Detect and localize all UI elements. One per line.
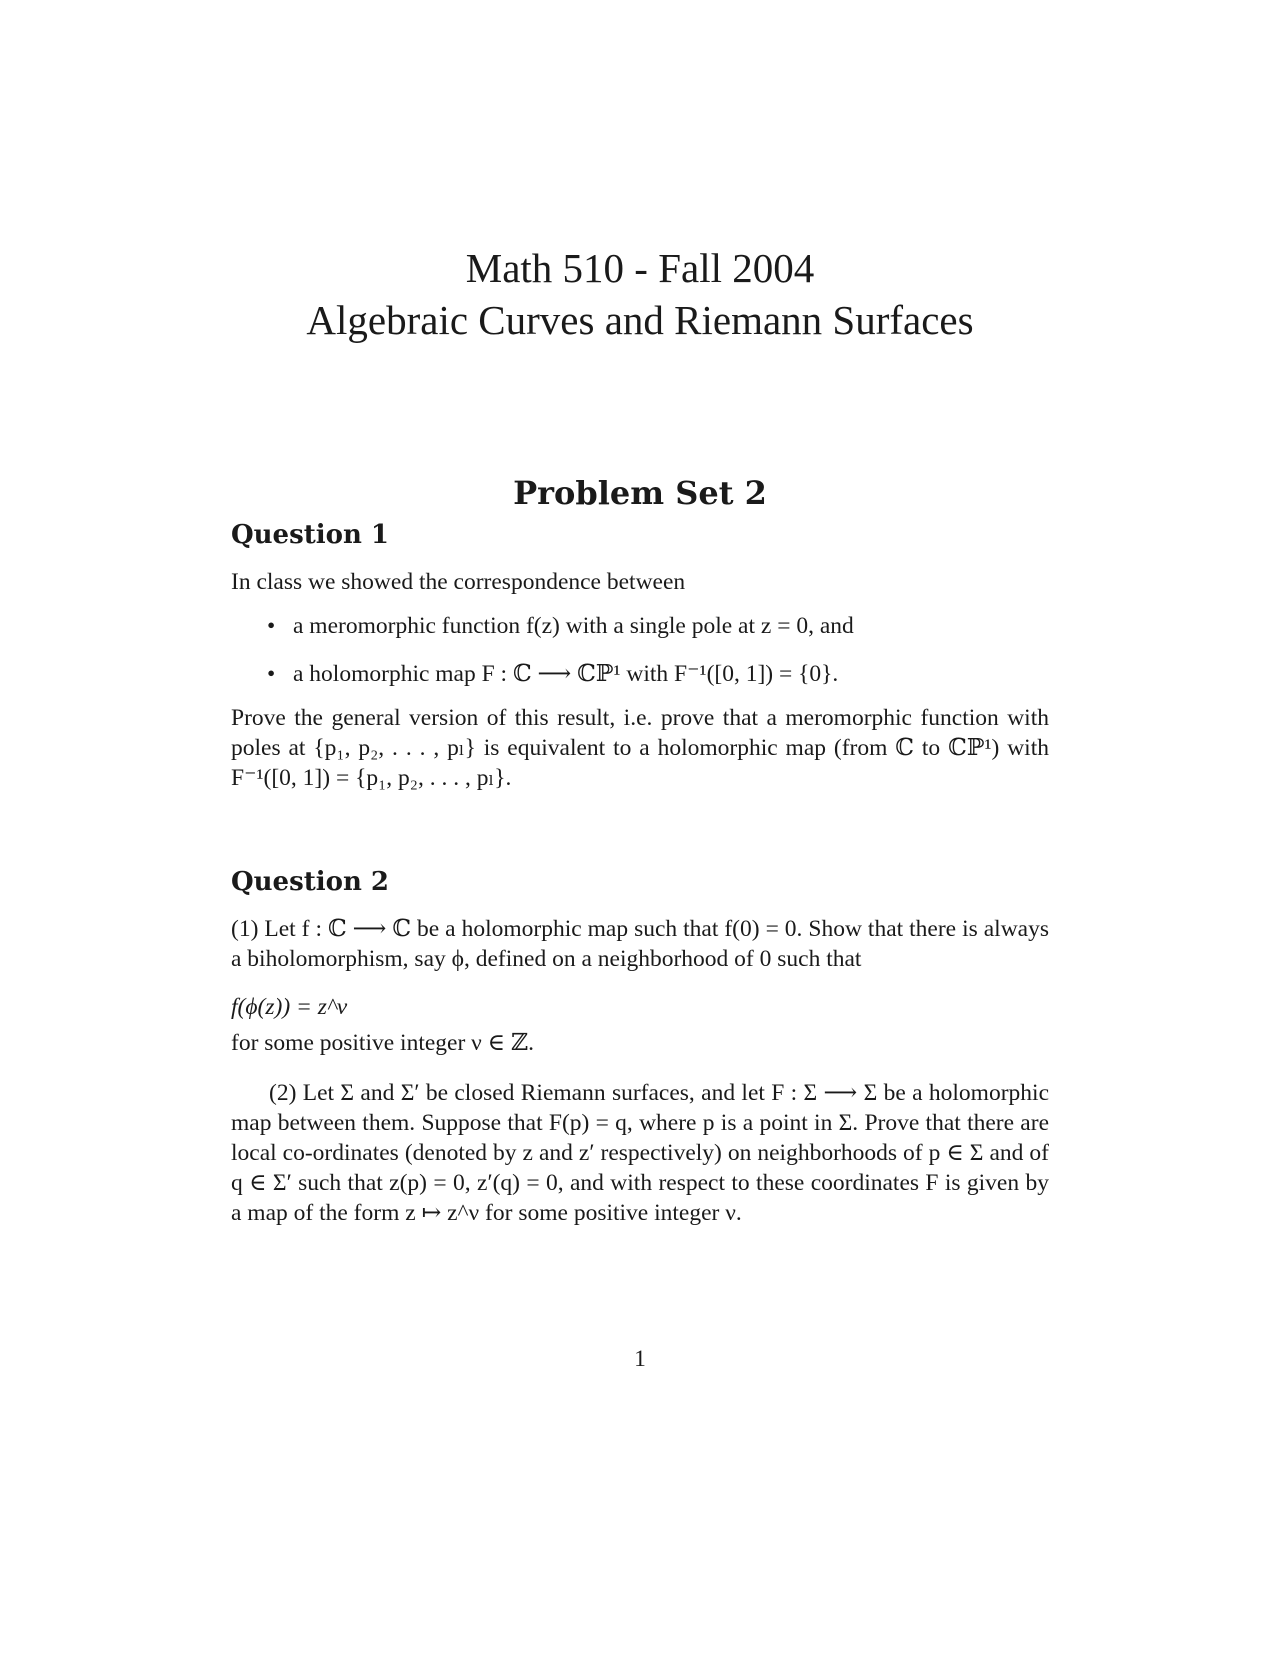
question-1-body: Prove the general version of this result, i.e. prove that a meromorphic function with poles at {p₁, p₂, . . . , pₗ} is equivalent to a holomorphic map (from ℂ to ℂℙ¹) with F⁻¹([0, 1]) = {p₁, p₂, . . . , pₗ}.	[231, 705, 1049, 791]
question-1-heading: Question 1	[231, 520, 390, 550]
question-1-bullet-list	[231, 611, 1049, 689]
question-1-section	[231, 519, 1049, 793]
problem-set-title: Problem Set 2	[513, 474, 767, 512]
bullet-icon: •	[267, 661, 276, 687]
bullet-text: a meromorphic function f(z) with a single pole at z = 0, and	[293, 613, 854, 639]
bullet-text: a holomorphic map F : ℂ ⟶ ℂℙ¹ with F⁻¹([0, 1]) = {0}.	[293, 661, 839, 687]
list-item	[231, 611, 1049, 641]
page-number: 1	[634, 1346, 646, 1372]
question-2-part-1: (1) Let f : ℂ ⟶ ℂ be a holomorphic map such that f(0) = 0. Show that there is always a biholomorphism, say ϕ, defined on a neighborhood of 0 such that	[231, 916, 1049, 972]
question-2-heading: Question 2	[231, 867, 390, 897]
question-2-section	[231, 866, 1049, 1228]
question-2-part-1-conclusion: for some positive integer ν ∈ ℤ.	[231, 1030, 534, 1056]
question-1-intro: In class we showed the correspondence between	[231, 569, 686, 595]
question-2-part-2: (2) Let Σ and Σ′ be closed Riemann surfaces, and let F : Σ ⟶ Σ be a holomorphic map between them. Suppose that F(p) = q, where p is a point in Σ. Prove that there are local co-ordinates (denoted by z and z′ respectively) on neighborhoods of p ∈ Σ and of q ∈ Σ′ such that z(p) = 0, z′(q) = 0, and with respect to these coordinates F is given by a map of the form z ↦ z^ν for some positive integer ν.	[231, 1080, 1049, 1226]
course-title: Algebraic Curves and Riemann Surfaces	[306, 297, 974, 343]
document-title	[0, 242, 1280, 346]
list-item	[231, 659, 1049, 689]
bullet-icon: •	[267, 613, 276, 639]
display-equation: f(ϕ(z)) = z^ν	[231, 994, 348, 1020]
course-line: Math 510 - Fall 2004	[465, 245, 815, 291]
